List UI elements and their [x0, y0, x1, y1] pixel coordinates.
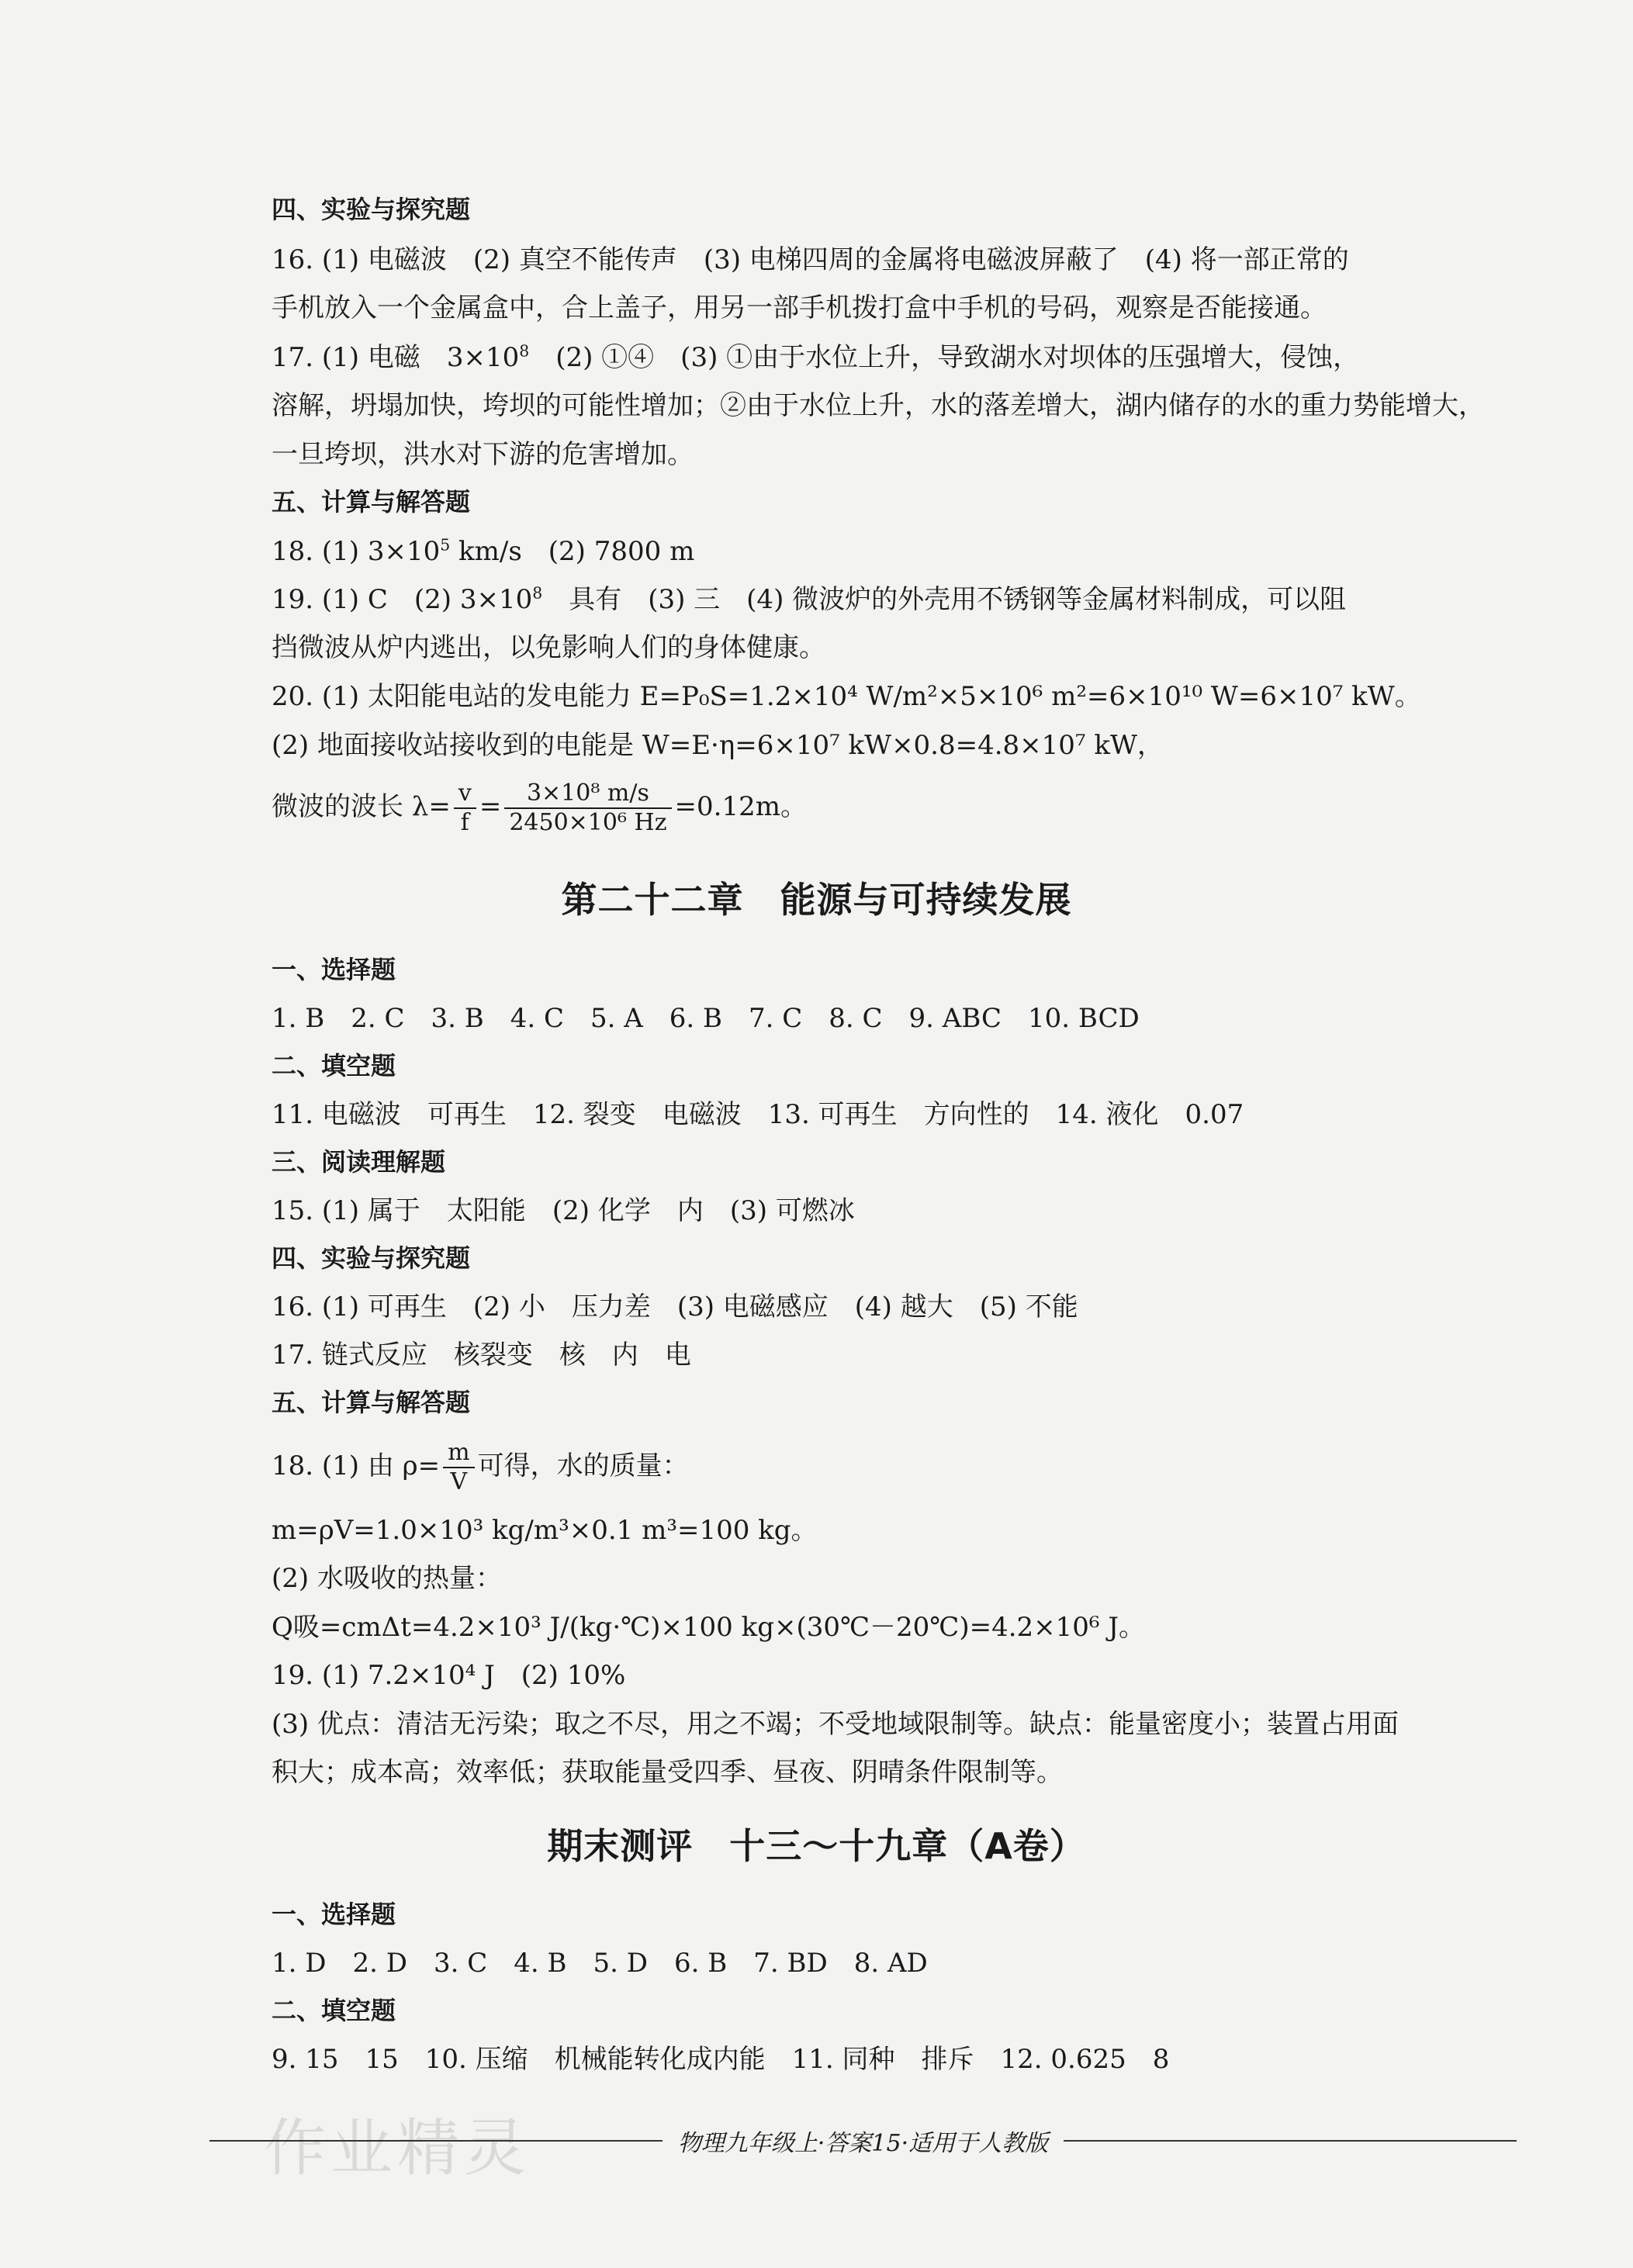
answer-line: 18. (1) $3\times 10^5$ km/s (2) 7800 m [272, 535, 695, 567]
page-footer [209, 2121, 1517, 2160]
answer-line: 1. B 2. C 3. B 4. C 5. A 6. B 7. C 8. C 9. ABC 10. BCD [272, 1003, 1140, 1034]
answer-line: Q吸=cmΔt=4.2×10³ J/(kg·℃)×100 kg×(30℃－20℃)=4.2×10⁶ J。 [272, 1612, 1145, 1643]
answer-line: 17. 链式反应 核裂变 核 内 电 [272, 1340, 691, 1371]
footer-rule-right [1064, 2140, 1517, 2142]
footer-text: 物理九年级上·答案15·适用于人教版 [677, 2130, 1049, 2157]
section-heading: 一、选择题 [272, 1900, 396, 1929]
section-heading: 二、填空题 [272, 1051, 396, 1080]
section-heading: 三、阅读理解题 [272, 1147, 446, 1177]
fraction: $\frac{v}{f}$ [454, 780, 476, 837]
section-heading: 一、选择题 [272, 955, 396, 984]
formula-line: 18. (1) 由 ρ= $\frac{m}{V}$ 可得，水的质量： [272, 1439, 689, 1495]
section-heading: 四、实验与探究题 [272, 1243, 471, 1273]
answer-line: 1. D 2. D 3. C 4. B 5. D 6. B 7. BD 8. AD [272, 1948, 928, 1979]
answer-line: 溶解，坍塌加快，垮坝的可能性增加；②由于水位上升，水的落差增大，湖内储存的水的重力势能增大， [272, 390, 1485, 421]
answer-line: 积大；成本高；效率低；获取能量受四季、昼夜、阴晴条件限制等。 [272, 1757, 1063, 1788]
answer-line: 一旦垮坝，洪水对下游的危害增加。 [272, 439, 694, 470]
answer-line: 20. (1) 太阳能电站的发电能力 E=P₀S=1.2×10⁴ W/m²×5×10⁶ m²=6×10¹⁰ W=6×10⁷ kW。 [272, 681, 1421, 712]
section-heading: 四、实验与探究题 [272, 195, 471, 224]
chapter-title: 第二十二章 能源与可持续发展 [561, 879, 1072, 921]
answer-line: 19. (1) 7.2×10⁴ J (2) 10% [272, 1660, 626, 1691]
footer-rule-left [209, 2140, 663, 2142]
answer-line: 15. (1) 属于 太阳能 (2) 化学 内 (3) 可燃冰 [272, 1195, 855, 1226]
section-heading: 五、计算与解答题 [272, 1388, 471, 1417]
answer-line: 16. (1) 可再生 (2) 小 压力差 (3) 电磁感应 (4) 越大 (5) 不能 [272, 1291, 1078, 1322]
answer-line: 19. (1) C (2) $3\times 10^8$ 具有 (3) 三 (4) 微波炉的外壳用不锈钢等金属材料制成，可以阻 [272, 583, 1347, 615]
fraction: $\frac{\text{3×10⁸ m/s}}{\text{2450×10⁶ Hz}}$ [504, 780, 671, 837]
answer-line: (2) 地面接收站接收到的电能是 W=E·η=6×10⁷ kW×0.8=4.8×10⁷ kW， [272, 730, 1164, 761]
answer-line: 17. (1) 电磁 $3\times 10^8$ (2) ①④ (3) ①由于水位上升，导致湖水对坝体的压强增大，侵蚀， [272, 341, 1360, 373]
answer-line: 手机放入一个金属盒中，合上盖子，用另一部手机拨打盒中手机的号码，观察是否能接通。 [272, 292, 1327, 323]
exam-title: 期末测评 十三～十九章（A卷） [547, 1825, 1086, 1867]
answer-line: (2) 水吸收的热量： [272, 1563, 502, 1594]
answer-line: 11. 电磁波 可再生 12. 裂变 电磁波 13. 可再生 方向性的 14. 液化 0.07 [272, 1099, 1244, 1130]
answer-line: (3) 优点：清洁无污染；取之不尽，用之不竭；不受地域限制等。缺点：能量密度小；装置占用面 [272, 1709, 1399, 1740]
watermark: 作业精灵 [264, 2112, 531, 2184]
answer-line: m=ρV=1.0×10³ kg/m³×0.1 m³=100 kg。 [272, 1515, 818, 1546]
answer-line: 16. (1) 电磁波 (2) 真空不能传声 (3) 电梯四周的金属将电磁波屏蔽了 (4) 将一部正常的 [272, 244, 1349, 275]
formula-line: 微波的波长 λ= $\frac{v}{f}$ = $\frac{\text{3×10⁸ m/s}}{\text{2450×10⁶ Hz}}$ =0.12m。 [272, 780, 807, 836]
answer-line: 挡微波从炉内逃出，以免影响人们的身体健康。 [272, 632, 825, 663]
section-heading: 二、填空题 [272, 1996, 396, 2025]
answer-line: 9. 15 15 10. 压缩 机械能转化成内能 11. 同种 排斥 12. 0.625 8 [272, 2044, 1170, 2075]
section-heading: 五、计算与解答题 [272, 487, 471, 517]
fraction: $\frac{m}{V}$ [443, 1439, 474, 1496]
